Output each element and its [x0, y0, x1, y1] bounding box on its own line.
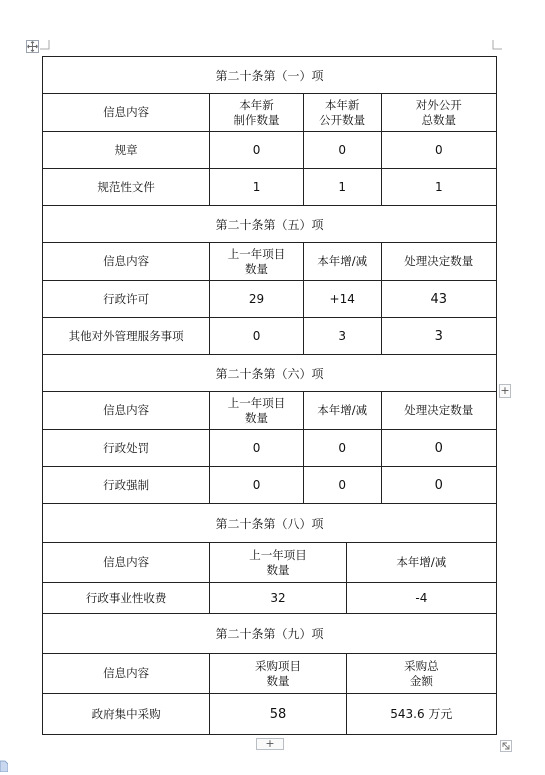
value-cell: 58 [210, 694, 346, 734]
row-label: 其他对外管理服务事项 [43, 318, 210, 354]
value-cell: 0 [210, 132, 304, 168]
header-cell: 采购总 金额 [404, 658, 439, 688]
table-row [43, 318, 496, 355]
section-title: 第二十条第（九）项 [43, 614, 496, 654]
table-move-handle[interactable] [26, 40, 39, 53]
page-corner-mark [492, 40, 502, 50]
table-header-row [43, 94, 496, 132]
row-label: 规范性文件 [43, 169, 210, 205]
value-cell: 0 [210, 430, 304, 466]
value-cell: 43 [430, 291, 448, 307]
header-cell: 上一年项目 数量 [210, 392, 304, 429]
value-cell: 0 [304, 132, 382, 168]
header-cell: 信息内容 [43, 243, 210, 280]
header-cell: 上一年项目 数量 [210, 543, 346, 582]
header-cell: 采购项目 数量 [210, 654, 346, 693]
table-row [43, 694, 496, 734]
table-header-row [43, 243, 496, 281]
header-cell: 本年增/减 [396, 555, 447, 569]
header-cell: 信息内容 [43, 94, 210, 131]
value-cell: 0 [304, 430, 382, 466]
value-cell: 3 [434, 328, 443, 344]
table-header-row [43, 654, 496, 694]
row-label: 行政许可 [43, 281, 210, 317]
table-row [43, 583, 496, 614]
header-cell: 对外公开 总数量 [415, 97, 462, 127]
header-cell: 本年增/减 [304, 392, 382, 429]
table-header-row [43, 392, 496, 430]
add-column-button[interactable]: + [500, 384, 510, 397]
value-cell: 1 [434, 179, 443, 194]
value-cell: 0 [434, 477, 443, 493]
header-cell: 上一年项目 数量 [210, 243, 304, 280]
section-title: 第二十条第（八）项 [43, 504, 496, 543]
value-cell: 0 [210, 318, 304, 354]
move-icon [27, 41, 38, 52]
section-title: 第二十条第（一）项 [43, 57, 496, 94]
table-row [43, 430, 496, 467]
value-cell: +14 [304, 281, 382, 317]
value-cell: 543.6 万元 [390, 706, 453, 721]
header-cell: 本年增/减 [304, 243, 382, 280]
header-cell: 处理决定数量 [404, 254, 474, 268]
value-cell: 1 [304, 169, 382, 205]
value-cell: 0 [434, 440, 443, 456]
value-cell: -4 [415, 590, 428, 605]
table-row [43, 169, 496, 206]
table-row [43, 281, 496, 318]
row-label: 行政强制 [43, 467, 210, 503]
section-title: 第二十条第（六）项 [43, 355, 496, 392]
page-icon [0, 760, 8, 772]
header-cell: 信息内容 [43, 654, 210, 693]
section-title: 第二十条第（五）项 [43, 206, 496, 243]
table-row [43, 467, 496, 504]
table-header-row [43, 543, 496, 583]
page-corner-mark [40, 40, 50, 50]
add-row-button[interactable]: + [256, 738, 284, 750]
header-cell: 处理决定数量 [404, 403, 474, 417]
table-resize-handle[interactable] [500, 740, 512, 752]
row-label: 政府集中采购 [43, 694, 210, 734]
value-cell: 32 [210, 583, 346, 613]
table-row [43, 132, 496, 169]
disclosure-table [42, 56, 497, 735]
header-cell: 信息内容 [43, 543, 210, 582]
value-cell: 0 [210, 467, 304, 503]
value-cell: 29 [210, 281, 304, 317]
value-cell: 1 [210, 169, 304, 205]
value-cell: 0 [304, 467, 382, 503]
row-label: 行政处罚 [43, 430, 210, 466]
row-label: 行政事业性收费 [43, 583, 210, 613]
header-cell: 本年新 公开数量 [304, 94, 382, 131]
value-cell: 3 [304, 318, 382, 354]
resize-icon [501, 741, 511, 751]
row-label: 规章 [43, 132, 210, 168]
header-cell: 信息内容 [43, 392, 210, 429]
header-cell: 本年新 制作数量 [210, 94, 304, 131]
value-cell: 0 [434, 142, 443, 157]
